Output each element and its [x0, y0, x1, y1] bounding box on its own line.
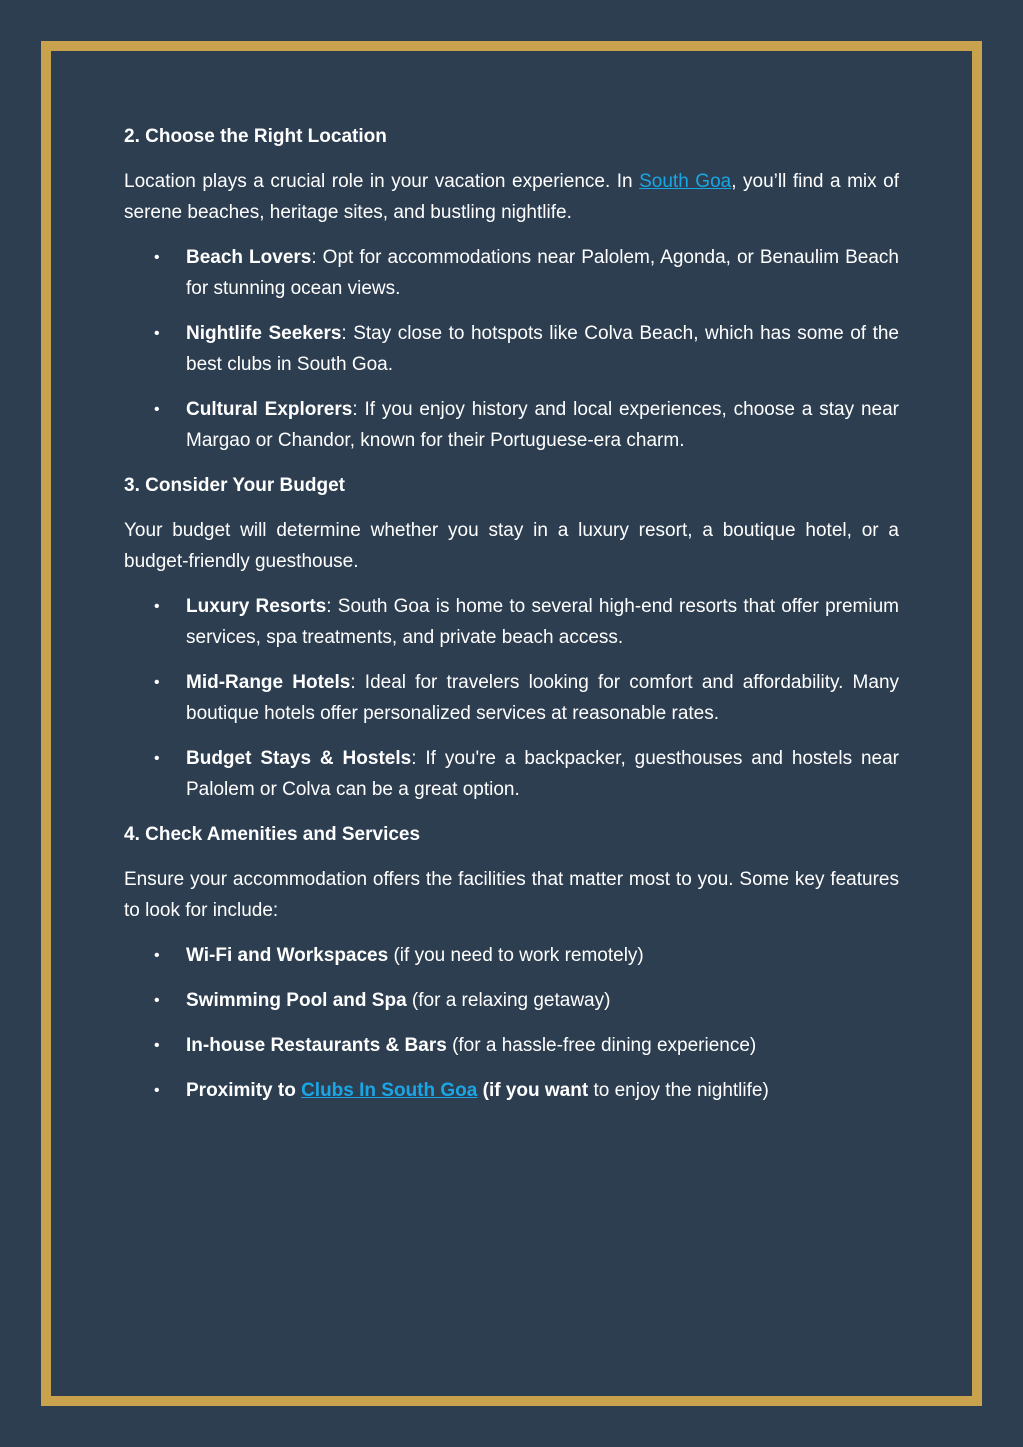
- list-item: • Budget Stays & Hostels: If you're a backpacker, guesthouses and hostels near Palolem or Colva can be a great option.: [124, 743, 899, 805]
- bullet-icon: •: [154, 1082, 160, 1099]
- list-item: • Luxury Resorts: South Goa is home to several high-end resorts that offer premium services, spa treatments, and private beach access.: [124, 591, 899, 653]
- section-heading-amenities: 4. Check Amenities and Services: [124, 824, 421, 845]
- section-heading-location: 2. Choose the Right Location: [124, 126, 387, 147]
- bullet-icon: •: [154, 674, 160, 691]
- list-item: • Nightlife Seekers: Stay close to hotspots like Colva Beach, which has some of the best clubs in South Goa.: [124, 318, 899, 380]
- list-item: • In-house Restaurants & Bars (for a hassle-free dining experience): [124, 1030, 899, 1061]
- section-heading-budget: 3. Consider Your Budget: [124, 475, 345, 496]
- budget-list: [124, 591, 899, 805]
- list-item: • Proximity to Clubs In South Goa (if you want to enjoy the nightlife): [124, 1075, 899, 1106]
- amenities-list: [124, 940, 899, 1106]
- bullet-icon: •: [154, 992, 160, 1009]
- bullet-icon: •: [154, 401, 160, 418]
- document-body: [124, 121, 899, 1120]
- bullet-icon: •: [154, 1037, 160, 1054]
- bullet-icon: •: [154, 598, 160, 615]
- bullet-icon: •: [154, 947, 160, 964]
- clubs-in-south-goa-link[interactable]: Clubs In South Goa: [301, 1080, 478, 1101]
- list-item: • Wi-Fi and Workspaces (if you need to work remotely): [124, 940, 899, 971]
- section-intro-location: Location plays a crucial role in your vacation experience. In South Goa, you’ll find a mix of serene beaches, heritage sites, and bustling nightlife.: [124, 171, 899, 223]
- location-list: [124, 242, 899, 456]
- list-item: • Beach Lovers: Opt for accommodations near Palolem, Agonda, or Benaulim Beach for stunning ocean views.: [124, 242, 899, 304]
- bullet-icon: •: [154, 249, 160, 266]
- section-intro-amenities: Ensure your accommodation offers the facilities that matter most to you. Some key features to look for include:: [124, 869, 899, 921]
- bullet-icon: •: [154, 325, 160, 342]
- bullet-icon: •: [154, 750, 160, 767]
- list-item: • Cultural Explorers: If you enjoy history and local experiences, choose a stay near Margao or Chandor, known for their Portuguese-era charm.: [124, 394, 899, 456]
- south-goa-link[interactable]: South Goa: [639, 171, 732, 192]
- section-intro-budget: Your budget will determine whether you stay in a luxury resort, a boutique hotel, or a budget-friendly guesthouse.: [124, 520, 899, 572]
- list-item: • Mid-Range Hotels: Ideal for travelers looking for comfort and affordability. Many boutique hotels offer personalized services at reasonable rates.: [124, 667, 899, 729]
- list-item: • Swimming Pool and Spa (for a relaxing getaway): [124, 985, 899, 1016]
